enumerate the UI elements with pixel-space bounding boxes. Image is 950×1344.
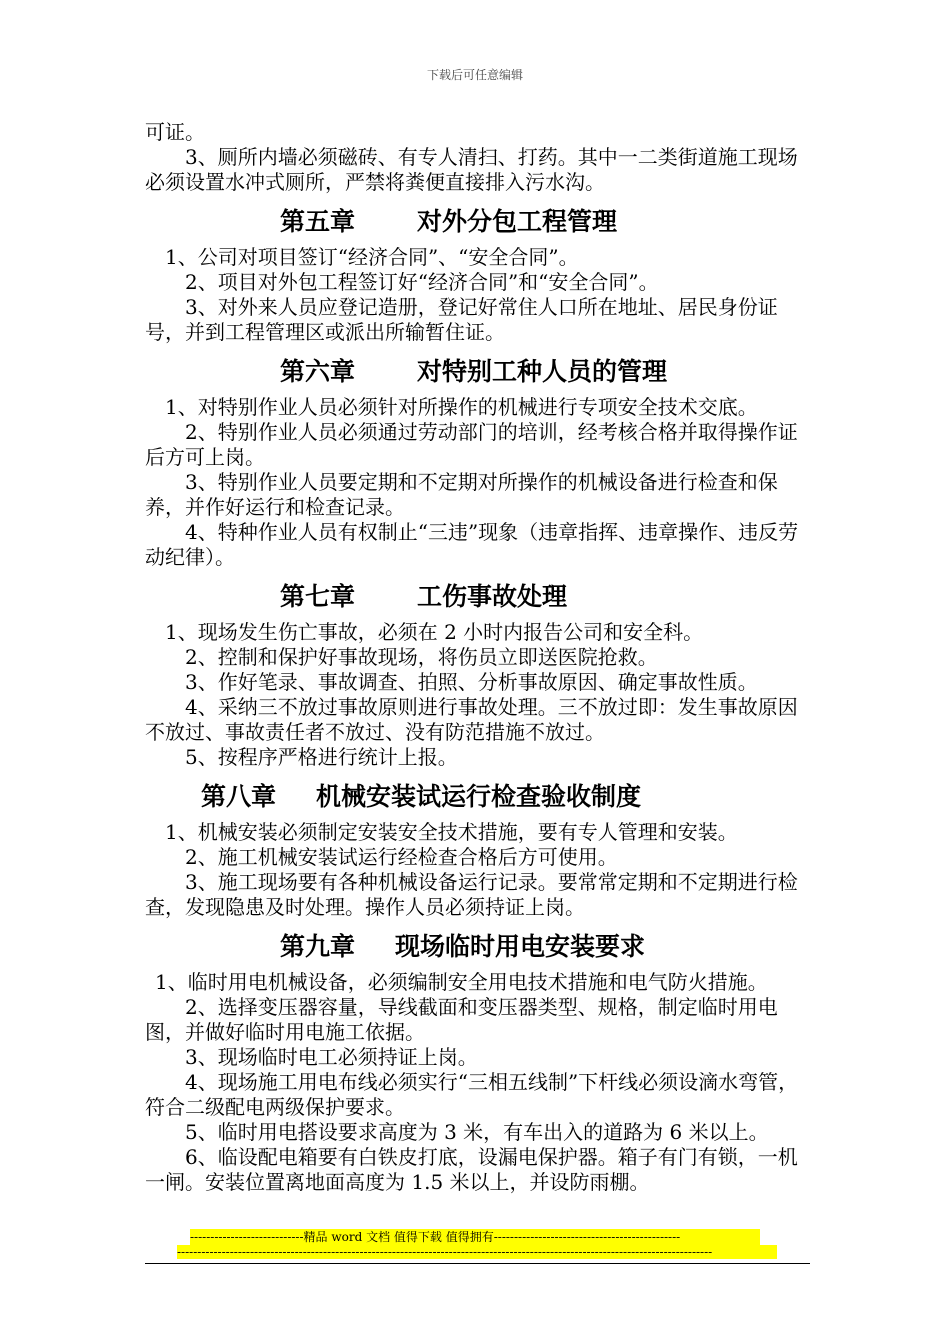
chapter-6-heading: [145, 357, 810, 387]
ch7-item-1: 1、现场发生伤亡事故，必须在 2 小时内报告公司和安全科。: [165, 620, 704, 644]
ch5-item-1: 1、公司对项目签订“经济合同”、“安全合同”。: [165, 245, 579, 269]
ch9-item-4: 4、现场施工用电布线必须实行“三相五线制”下杆线必须设滴水弯管，符合二级配电两级保护要求。: [145, 1070, 799, 1119]
intro-paragraph-1: 可证。: [145, 120, 205, 144]
intro-paragraph-2: 3、厕所内墙必须磁砖、有专人清扫、打药。其中一二类街道施工现场必须设置水冲式厕所，严禁将粪便直接排入污水沟。: [145, 145, 798, 194]
ch9-item-6: 6、临设配电箱要有白铁皮打底，设漏电保护器。箱子有门有锁，一机一闸。安装位置离地面高度为 1.5 米以上，并设防雨棚。: [145, 1145, 798, 1194]
ch5-item-3: 3、对外来人员应登记造册，登记好常住人口所在地址、居民身份证号，并到工程管理区或派出所输暂住证。: [145, 295, 778, 344]
footer-highlight-line-2: ------------------------------------------------------------------------------------------------------------------------------------: [177, 1245, 777, 1259]
ch8-item-1: 1、机械安装必须制定安装安全技术措施，要有专人管理和安装。: [165, 820, 738, 844]
ch9-item-2: 2、选择变压器容量，导线截面和变压器类型、规格，制定临时用电图，并做好临时用电施工依据。: [145, 995, 778, 1044]
ch6-item-4: 4、特种作业人员有权制止“三违”现象（违章指挥、违章操作、违反劳动纪律）。: [145, 520, 799, 569]
ch6-item-3: 3、特别作业人员要定期和不定期对所操作的机械设备进行检查和保养，并作好运行和检查记录。: [145, 470, 778, 519]
chapter-7-number: 第七章: [280, 582, 356, 611]
chapter-9-title: 现场临时用电安装要求: [395, 932, 646, 961]
ch8-item-2: 2、施工机械安装试运行经检查合格后方可使用。: [185, 845, 618, 869]
chapter-6-title: 对特别工种人员的管理: [417, 357, 668, 386]
chapter-8-title: 机械安装试运行检查验收制度: [316, 782, 642, 811]
ch7-item-4: 4、采纳三不放过事故原则进行事故处理。三不放过即：发生事故原因不放过、事故责任者不放过、没有防范措施不放过。: [145, 695, 798, 744]
chapter-5-title: 对外分包工程管理: [417, 207, 618, 236]
footer-highlight-line-1: ----------------------------精品 word 文档 值得下载 值得拥有----------------------------------------------: [190, 1229, 760, 1245]
document-body: [145, 120, 810, 1195]
chapter-9-number: 第九章: [280, 932, 356, 961]
ch8-item-3: 3、施工现场要有各种机械设备运行记录。要常常定期和不定期进行检查，发现隐患及时处理。操作人员必须持证上岗。: [145, 870, 798, 919]
chapter-5-number: 第五章: [280, 207, 356, 236]
ch6-item-1: 1、对特别作业人员必须针对所操作的机械进行专项安全技术交底。: [165, 395, 758, 419]
chapter-6-number: 第六章: [280, 357, 356, 386]
chapter-8-number: 第八章: [201, 782, 277, 811]
chapter-8-heading: [145, 782, 810, 812]
chapter-5-heading: [145, 207, 810, 237]
page-header: 下载后可任意编辑: [426, 68, 523, 82]
footer-rule: [145, 1263, 810, 1264]
ch7-item-2: 2、控制和保护好事故现场，将伤员立即送医院抢救。: [185, 645, 658, 669]
ch7-item-3: 3、作好笔录、事故调查、拍照、分析事故原因、确定事故性质。: [185, 670, 758, 694]
ch5-item-2: 2、项目对外包工程签订好“经济合同”和“安全合同”。: [185, 270, 659, 294]
chapter-9-heading: [145, 932, 810, 962]
chapter-7-heading: [145, 582, 810, 612]
chapter-7-title: 工伤事故处理: [417, 582, 568, 611]
ch9-item-3: 3、现场临时电工必须持证上岗。: [185, 1045, 478, 1069]
ch7-item-5: 5、按程序严格进行统计上报。: [185, 745, 458, 769]
ch6-item-2: 2、特别作业人员必须通过劳动部门的培训，经考核合格并取得操作证后方可上岗。: [145, 420, 798, 469]
ch9-item-1: 1、临时用电机械设备，必须编制安全用电技术措施和电气防火措施。: [155, 970, 768, 994]
ch9-item-5: 5、临时用电搭设要求高度为 3 米，有车出入的道路为 6 米以上。: [185, 1120, 769, 1144]
